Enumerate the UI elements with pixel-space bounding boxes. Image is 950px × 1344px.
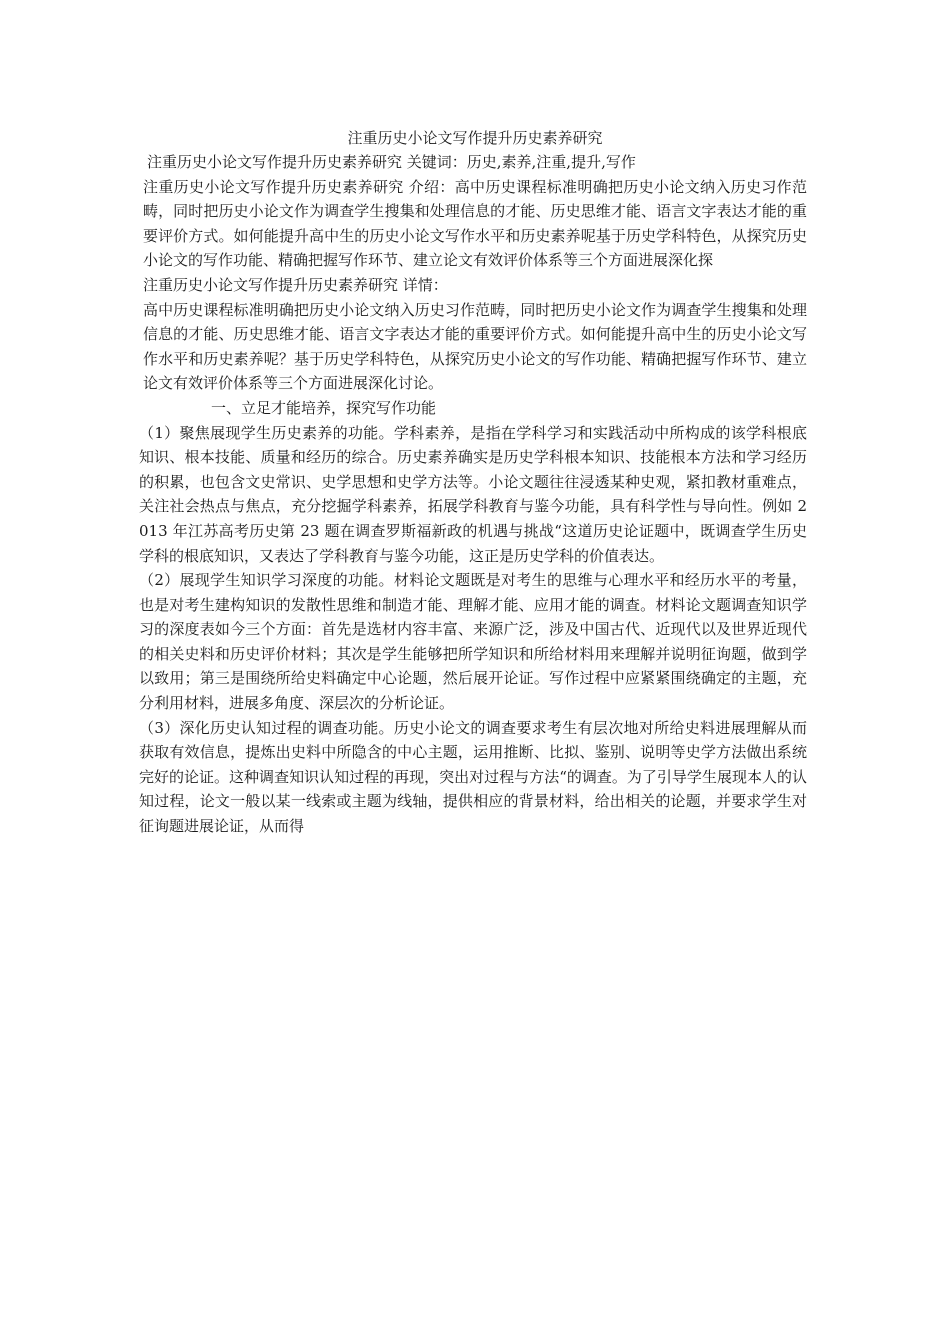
- keywords-line: 注重历史小论文写作提升历史素养研究 关键词：历史,素养,注重,提升,写作: [147, 153, 636, 171]
- document-page: [139, 126, 807, 839]
- list-item-1: （1）聚焦展现学生历史素养的功能。学科素养，是指在学科学习和实践活动中所构成的该学科根底知识、根本技能、质量和经历的综合。历史素养确实是历史学科根本知识、技能根本方法和学习经历的积累，也包含文史常识、史学思想和史学方法等。小论文题往往浸透某种史观，紧扣教材重难点，关注社会热点与焦点，充分挖掘学科素养，拓展学科教育与鉴今功能，具有科学性与导向性。例如 2013 年江苏高考历史第 23 题在调查罗斯福新政的机遇与挑战“这道历史论证题中，既调查学生历史学科的根底知识，又表达了学科教育与鉴今功能，这正是历史学科的价值表达。: [139, 423, 807, 565]
- list-item-3: （3）深化历史认知过程的调查功能。历史小论文的调查要求考生有层次地对所给史料进展理解从而获取有效信息，提炼出史料中所隐含的中心主题，运用推断、比拟、鉴别、说明等史学方法做出系统完好的论证。这种调查知识认知过程的再现，突出对过程与方法“的调查。为了引导学生展现本人的认知过程，论文一般以某一线索或主题为线轴，提供相应的背景材料，给出相关的论题，并要求学生对征询题进展论证，从而得: [139, 718, 807, 836]
- section-heading-1: 一、立足才能培养，探究写作功能: [211, 398, 437, 417]
- document-title: 注重历史小论文写作提升历史素养研究: [347, 129, 603, 147]
- body-paragraph-1: 高中历史课程标准明确把历史小论文纳入历史习作范畴，同时把历史小论文作为调查学生搜集和处理信息的才能、历史思维才能、语言文字表达才能的重要评价方式。如何能提升高中生的历史小论文写作水平和历史素养呢？基于历史学科特色，从探究历史小论文的写作功能、精确把握写作环节、建立论文有效评价体系等三个方面进展深化讨论。: [143, 300, 807, 393]
- intro-paragraph: 注重历史小论文写作提升历史素养研究 介绍：高中历史课程标准明确把历史小论文纳入历史习作范畴，同时把历史小论文作为调查学生搜集和处理信息的才能、历史思维才能、语言文字表达才能的重要评价方式。如何能提升高中生的历史小论文写作水平和历史素养呢基于历史学科特色，从探究历史小论文的写作功能、精确把握写作环节、建立论文有效评价体系等三个方面进展深化探: [143, 177, 807, 270]
- list-item-2: （2）展现学生知识学习深度的功能。材料论文题既是对考生的思维与心理水平和经历水平的考量，也是对考生建构知识的发散性思维和制造才能、理解才能、应用才能的调查。材料论文题调查知识学习的深度表如今三个方面：首先是选材内容丰富、来源广泛，涉及中国古代、近现代以及世界近现代的相关史料和历史评价材料；其次是学生能够把所学知识和所给材料用来理解并说明征询题，做到学以致用；第三是围绕所给史料确定中心论题，然后展开论证。写作过程中应紧紧围绕确定的主题，充分利用材料，进展多角度、深层次的分析论证。: [139, 571, 807, 713]
- detail-label: 注重历史小论文写作提升历史素养研究 详情：: [143, 275, 448, 294]
